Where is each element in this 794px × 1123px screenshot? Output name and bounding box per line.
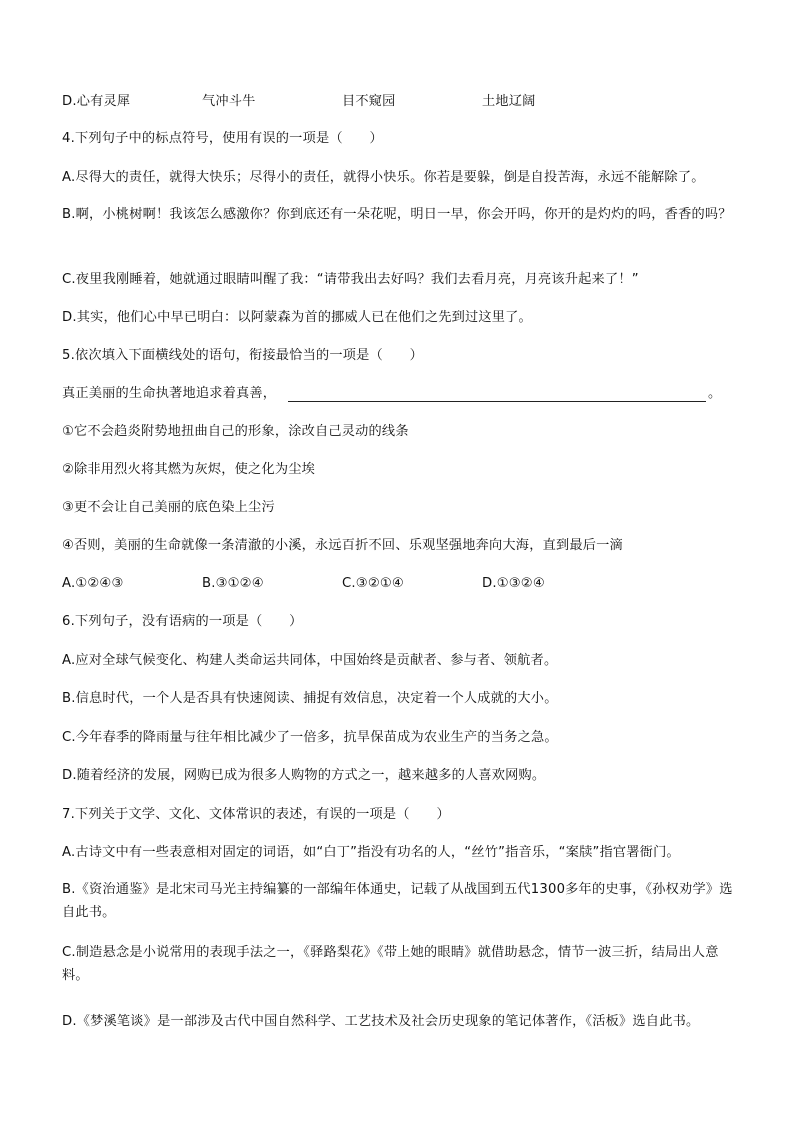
q4-option-a: A.尽得大的责任，就得大快乐；尽得小的责任，就得小快乐。你若是要躲，倒是自投苦海，永远不能解除了。 <box>62 170 705 185</box>
q7-stem: 7.下列关于文学、文化、文体常识的表述，有误的一项是（ ） <box>62 807 450 822</box>
q6-option-a: A.应对全球气候变化、构建人类命运共同体，中国始终是贡献者、参与者、领航者。 <box>62 653 558 668</box>
q7-option-a: A.古诗文中有一些表意相对固定的词语，如“白丁”指没有功名的人，“丝竹”指音乐，“案牍”指官署衙门。 <box>62 845 680 860</box>
q4-option-c: C.夜里我刚睡着，她就通过眼睛叫醒了我：“请带我出去好吗？我们去看月亮，月亮该升起来了！” <box>62 272 639 287</box>
q5-sentence-3: ③更不会让自己美丽的底色染上尘污 <box>62 500 275 515</box>
q4-option-d: D.其实，他们心中早已明白：以阿蒙森为首的挪威人已在他们之先到过这里了。 <box>62 310 532 325</box>
q5-sentence-1: ①它不会趋炎附势地扭曲自己的形象，涂改自己灵动的线条 <box>62 424 409 439</box>
q7-option-b: B.《资治通鉴》是北宋司马光主持编纂的一部编年体通史，记载了从战国到五代1300多年的史事，《孙权劝学》选自此书。 <box>62 882 733 920</box>
q3-option-d-word-3: 目不窥园 <box>342 94 396 109</box>
q5-options-row <box>62 575 742 592</box>
q3-option-d-row <box>62 93 742 110</box>
q6-stem: 6.下列句子，没有语病的一项是（ ） <box>62 614 303 629</box>
q5-option-d: D.①③②④ <box>482 576 545 591</box>
q6-option-d: D.随着经济的发展，网购已成为很多人购物的方式之一，越来越多的人喜欢网购。 <box>62 768 546 783</box>
q5-option-a: A.①②④③ <box>62 576 124 591</box>
q7-option-c: C.制造悬念是小说常用的表现手法之一，《驿路梨花》《带上她的眼睛》就借助悬念，情节一波三折，结局出人意料。 <box>62 945 719 983</box>
q6-option-c: C.今年春季的降雨量与往年相比减少了一倍多，抗旱保苗成为农业生产的当务之急。 <box>62 730 558 745</box>
q4-stem: 4.下列句子中的标点符号，使用有误的一项是（ ） <box>62 131 383 146</box>
q3-option-d-word-4: 土地辽阔 <box>482 94 536 109</box>
q6-option-b: B.信息时代，一个人是否具有快速阅读、捕捉有效信息，决定着一个人成就的大小。 <box>62 691 558 706</box>
q5-sentence-2: ②除非用烈火将其燃为灰烬，使之化为尘埃 <box>62 462 315 477</box>
q7-option-d: D.《梦溪笔谈》是一部涉及古代中国自然科学、工艺技术及社会历史现象的笔记体著作，《活板》选自此书。 <box>62 1014 700 1029</box>
q5-lead-sentence: 真正美丽的生命执著地追求着真善， <box>62 386 277 401</box>
q5-fill-blank <box>288 401 706 402</box>
q5-sentence-4: ④否则，美丽的生命就像一条清澈的小溪，永远百折不回、乐观坚强地奔向大海，直到最后一滴 <box>62 538 623 553</box>
q3-option-d: D.心有灵犀 <box>62 94 131 109</box>
q3-option-d-word-2: 气冲斗牛 <box>202 94 256 109</box>
q5-period: 。 <box>708 386 722 401</box>
q5-stem: 5.依次填入下面横线处的语句，衔接最恰当的一项是（ ） <box>62 348 424 363</box>
q4-option-b: B.啊，小桃树啊！我该怎么感激你？你到底还有一朵花呢，明日一早，你会开吗，你开的是灼灼的吗，香香的吗？ <box>62 207 732 222</box>
q5-option-b: B.③①②④ <box>202 576 264 591</box>
q5-option-c: C.③②①④ <box>342 576 404 591</box>
